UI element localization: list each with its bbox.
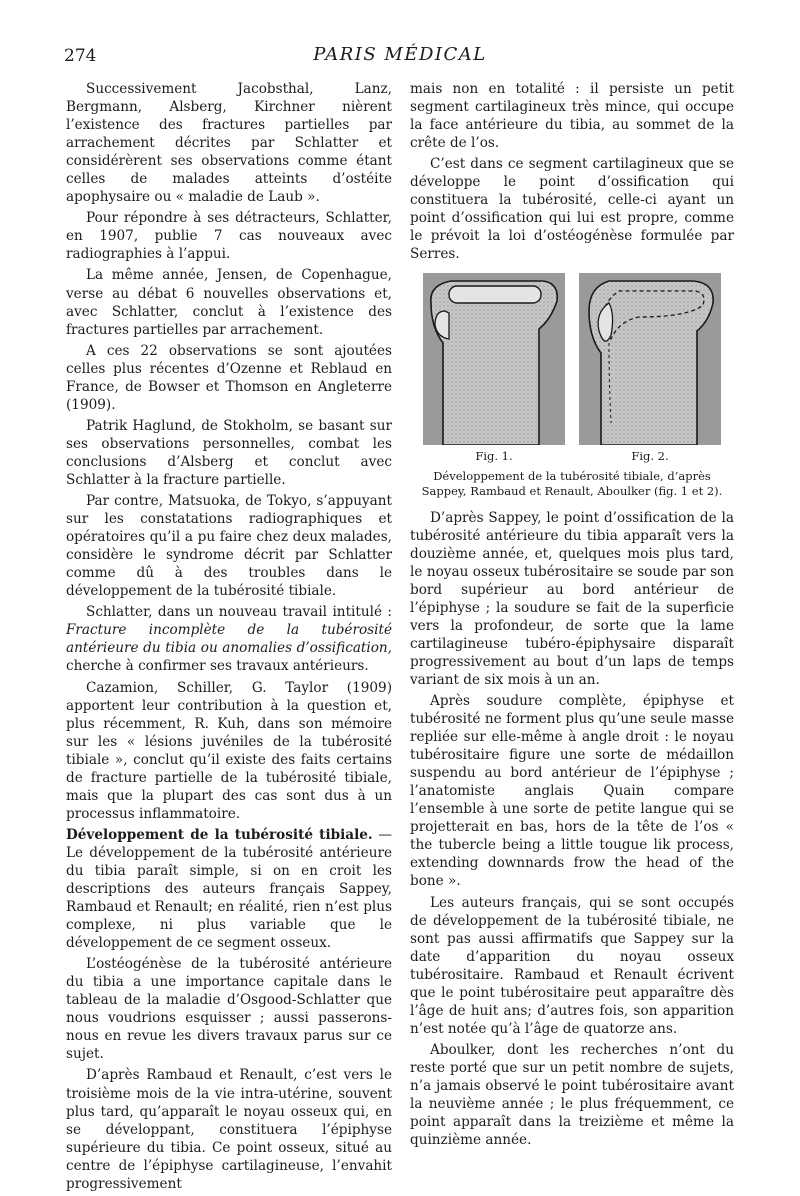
paragraph: Aboulker, dont les recherches n’ont du reste porté que sur un petit nombre de sujets, n’a jamais observé le point tubérositaire avant la neuvième année ; le plus fréquemment, ce point apparaît dans la treizième et même la quinzième année. xyxy=(410,1041,734,1149)
running-title: PARIS MÉDICAL xyxy=(313,44,487,65)
paragraph: C’est dans ce segment cartilagineux que se développe le point d’ossification qui constituera la tubérosité, celle-ci ayant un point d’ossification qui lui est propre, comme le prévoit la loi d’ostéogénèse formulée par Serres. xyxy=(410,156,734,263)
section-paragraph xyxy=(66,826,392,952)
figure-caption: Développement de la tubérosité tibiale, d’après Sappey, Rambaud et Renault, Aboulker (fig. 1 et 2). xyxy=(421,468,723,498)
paragraph: A ces 22 observations se sont ajoutées celles plus récentes d’Ozenne et Reblaud en France, de Bowser et Thomson en Angleterre (1909). xyxy=(66,342,392,413)
left-column xyxy=(66,80,392,1196)
paragraph: D’après Rambaud et Renault, c’est vers le troisième mois de la vie intra-utérine, souvent plus tard, qu’apparaît le noyau osseux qui, en se développant, constituera l’épiphyse supérieure du tibia. Ce point osseux, situé au centre de l’épiphyse cartilagineuse, l’envahit progressivement xyxy=(66,1067,392,1192)
cited-title: Fracture incomplète de la tubérosité antérieure du tibia ou anomalies d’ossification, xyxy=(66,622,392,657)
text-run: cherche à confirmer ses travaux antérieurs. xyxy=(66,658,369,675)
paragraph: Les auteurs français, qui se sont occupés de développement de la tubérosité tibiale, ne sont pas aussi affirmatifs que Sappey sur la date d’apparition du noyau osseux tubérositaire. Rambaud et Renault écrivent que le point tubérositaire peut apparaître dès l’âge de huit ans; d’autres fois, son apparition n’est notée qu’à l’âge de quatorze ans. xyxy=(410,894,734,1037)
paragraph: Cazamion, Schiller, G. Taylor (1909) apportent leur contribution à la question et, plus récemment, R. Kuh, dans son mémoire sur les « lésions juvéniles de la tubérosité tibiale », conclut qu’il existe des faits certains de fracture partielle de la tubérosité tibiale, mais que la plupart des cas sont dus à un processus inflammatoire. xyxy=(66,679,392,822)
paragraph: Après soudure complète, épiphyse et tubérosité ne forment plus qu’une seule masse repliée sur elle-même à angle droit : le noyau tubérositaire figure une sorte de médaillon suspendu au bord antérieur de l’épiphyse ; l’anatomiste anglais Quain compare l’ensemble à une sorte de petite langue qui se projetterait en bas, hors de la tête de l’os « the tubercle being a little tougue lik process, extending downnards frow the head of the bone ». xyxy=(410,692,734,890)
paragraph: La même année, Jensen, de Copenhague, verse au débat 6 nouvelles observations et, avec Schlatter, conclut à l’existence des fractures partielles par arrachement. xyxy=(66,267,392,338)
text-run: — Le développement de la tubérosité antérieure du tibia paraît simple, si on en croit les descriptions des auteurs français Sappey, Rambaud et Renault; en réalité, rien n’est plus complexe, ni plus variable que le développement de ce segment osseux. xyxy=(66,826,392,952)
figure-1 xyxy=(423,273,565,465)
tibia-illustration-1 xyxy=(423,273,565,445)
page-number: 274 xyxy=(64,46,97,66)
figure xyxy=(410,273,734,498)
paragraph: mais non en totalité : il persiste un petit segment cartilagineux très mince, qui occupe la face antérieure du tibia, au sommet de la crête de l’os. xyxy=(410,81,734,152)
paragraph: L’ostéogénèse de la tubérosité antérieure du tibia a une importance capitale dans le tableau de la maladie d’Osgood-Schlatter que nous voudrions esquisser ; aussi passerons-nous en revue les divers travaux parus sur ce sujet. xyxy=(66,956,392,1063)
figure-1-label: Fig. 1. xyxy=(475,449,513,464)
figure-2 xyxy=(579,273,721,465)
paragraph: Pour répondre à ses détracteurs, Schlatter, en 1907, publie 7 cas nouveaux avec radiographies à l’appui. xyxy=(66,210,392,263)
section-title: Développement de la tubérosité tibiale. xyxy=(66,826,373,843)
text-run: Schlatter, dans un nouveau travail intitulé : xyxy=(86,604,392,621)
figure-2-label: Fig. 2. xyxy=(631,449,669,464)
paragraph: Patrik Haglund, de Stokholm, se basant sur ses observations personnelles, combat les conclusions d’Alsberg et conclut avec Schlatter à la fracture partielle. xyxy=(66,417,392,488)
paragraph xyxy=(66,603,392,675)
right-column xyxy=(410,80,734,1152)
paragraph: Par contre, Matsuoka, de Tokyo, s’appuyant sur les constatations radiographiques et opératoires qu’il a pu faire chez deux malades, considère le syndrome décrit par Schlatter comme dû à des troubles dans le développement de la tubérosité tibiale. xyxy=(66,493,392,600)
paragraph: D’après Sappey, le point d’ossification de la tubérosité antérieure du tibia apparaît vers la douzième année, et, quelques mois plus tard, le noyau osseux tubérositaire se soude par son bord supérieur au bord antérieur de l’épiphyse ; la soudure se fait de la superficie vers la profondeur, de sorte que la lame cartilagineuse tubéro-épiphysaire disparaît progressivement au bout d’un laps de temps variant de six mois à un an. xyxy=(410,509,734,688)
tibia-illustration-2 xyxy=(579,273,721,445)
paragraph: Successivement Jacobsthal, Lanz, Bergmann, Alsberg, Kirchner nièrent l’existence des fractures partielles par arrachement décrites par Schlatter et considérèrent ses observations comme étant celles de malades atteints d’ostéite apophysaire ou « maladie de Laub ». xyxy=(66,81,392,206)
